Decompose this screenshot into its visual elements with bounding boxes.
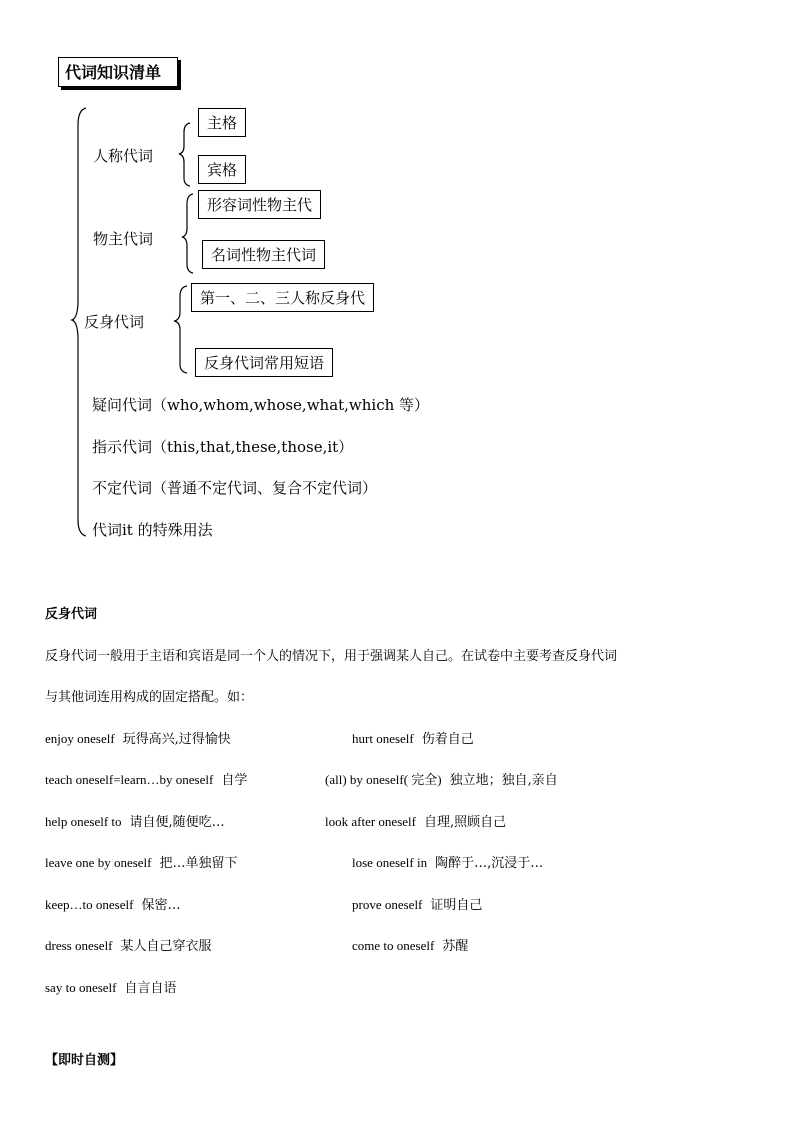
page-title: 代词知识清单 <box>58 57 178 87</box>
example-item: prove oneself 证明自己 <box>352 897 483 913</box>
category-personal-pronouns: 人称代词 <box>93 147 154 165</box>
personal-brace <box>179 123 190 186</box>
example-item: hurt oneself 伤着自己 <box>352 731 474 747</box>
section-heading: 反身代词 <box>45 607 98 622</box>
example-item: enjoy oneself 玩得高兴,过得愉快 <box>45 731 231 747</box>
example-item: come to oneself 苏醒 <box>352 938 469 954</box>
section-paragraph-line2: 与其他词连用构成的固定搭配。如： <box>45 690 254 705</box>
example-item: look after oneself 自理,照顾自己 <box>325 814 507 830</box>
box-reflexive-forms: 第一、二、三人称反身代 <box>191 283 374 312</box>
example-item: lose oneself in 陶醉于…,沉浸于… <box>352 855 544 871</box>
example-item: leave one by oneself 把…单独留下 <box>45 855 238 871</box>
box-nominative: 主格 <box>198 108 246 137</box>
indefinite-pronouns: 不定代词（普通不定代词、复合不定代词） <box>92 479 378 497</box>
category-reflexive-pronouns: 反身代词 <box>84 313 145 331</box>
example-item: (all) by oneself( 完全) 独立地；独自,亲自 <box>325 772 558 788</box>
interrogative-pronouns: 疑问代词（who,whom,whose,what,which 等） <box>92 396 430 414</box>
box-objective: 宾格 <box>198 155 246 184</box>
reflexive-brace <box>174 286 187 373</box>
section-paragraph-line1: 反身代词一般用于主语和宾语是同一个人的情况下，用于强调某人自己。在试卷中主要考查反身代词 <box>45 649 618 664</box>
example-item: help oneself to 请自便,随便吃… <box>45 814 225 830</box>
box-reflexive-phrases: 反身代词常用短语 <box>195 348 333 377</box>
box-nominal-possessive: 名词性物主代词 <box>202 240 325 269</box>
demonstrative-pronouns: 指示代词（this,that,these,those,it） <box>92 438 354 456</box>
example-item: teach oneself=learn…by oneself 自学 <box>45 772 248 788</box>
possessive-brace <box>182 194 193 273</box>
example-item: say to oneself 自言自语 <box>45 980 177 996</box>
category-possessive-pronouns: 物主代词 <box>93 230 154 248</box>
quiz-heading: 【即时自测】 <box>45 1053 124 1068</box>
box-adjectival-possessive: 形容词性物主代 <box>198 190 321 219</box>
example-item: dress oneself 某人自己穿衣服 <box>45 938 212 954</box>
it-special-usage: 代词it 的特殊用法 <box>92 521 213 539</box>
example-item: keep…to oneself 保密… <box>45 897 181 913</box>
